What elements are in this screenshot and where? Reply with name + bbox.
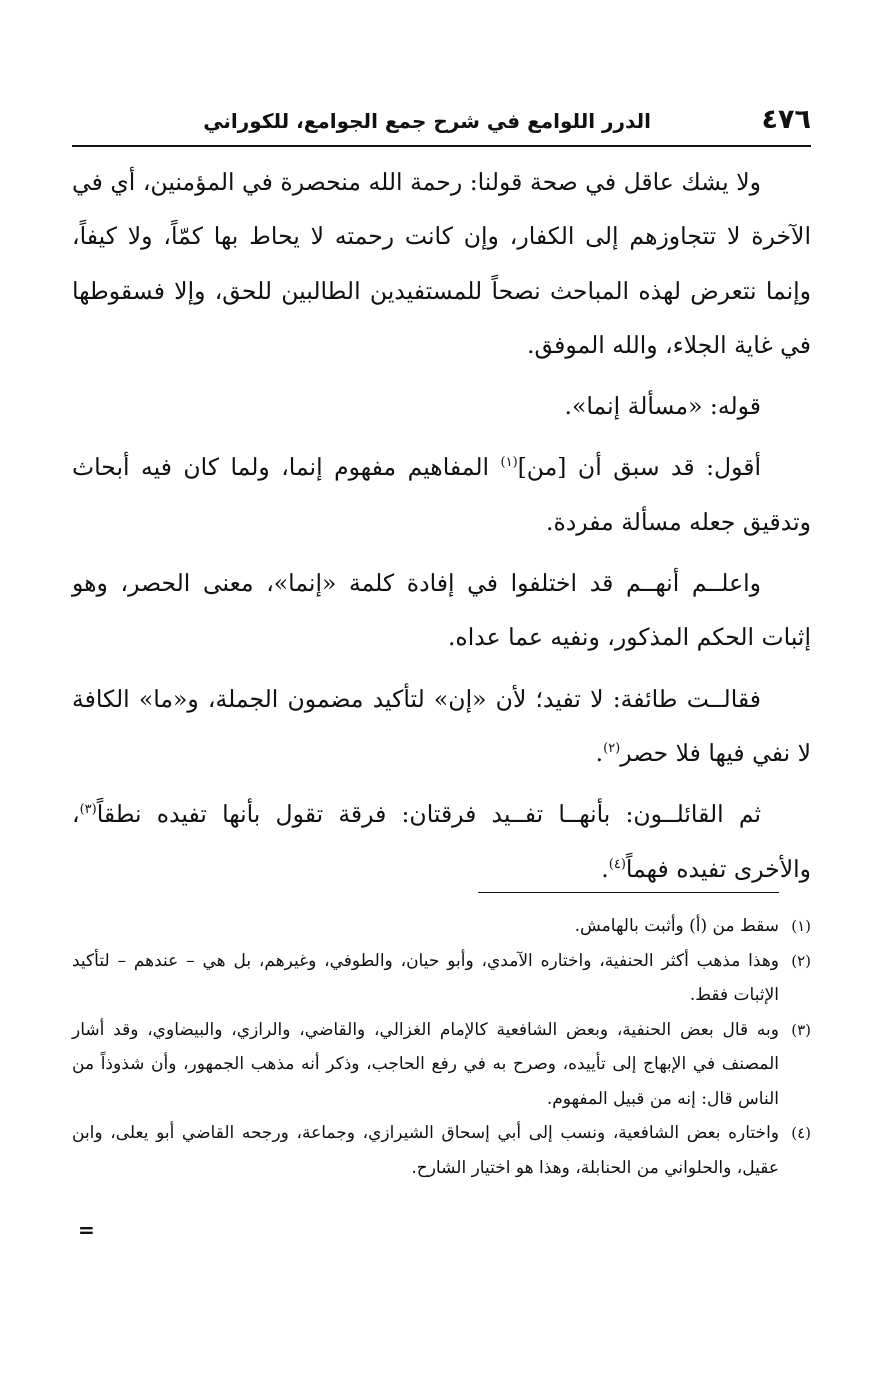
paragraph-3-text-a: أقول: قد سبق أن [من]: [517, 453, 761, 482]
footnote-ref-1[interactable]: (١): [500, 455, 518, 471]
paragraph-6-text-c: .: [601, 854, 609, 883]
footnote-ref-2[interactable]: (٢): [603, 741, 621, 757]
paragraph-6-text-a: ثم القائلــون: بأنهــا تفــيد فرقتان: فرقة تقول بأنها تفيده نطقاً: [96, 800, 761, 829]
running-title: الدرر اللوامع في شرح جمع الجوامع، للكوراني: [203, 109, 651, 133]
footnote-text-3: وبه قال بعض الحنفية، وبعض الشافعية كالإمام الغزالي، والقاضي، والرازي، والبيضاوي، وقد أشار المصنف في الإبهاج إلى تأييده، وصرح به في رفع الحاجب، وذكر أنه مذهب الجمهور، وأن شذوذاً من الناس قال: إنه من قبيل المفهوم.: [72, 1019, 779, 1109]
paragraph-5-text-b: .: [595, 738, 604, 767]
footnote-3: [72, 1013, 811, 1117]
paragraph-6: [72, 787, 811, 896]
footnote-text-2: وهذا مذهب أكثر الحنفية، واختاره الآمدي، وأبو حيان، والطوفي، وغيرهم، بل هي – عندهم – لتأكيد الإثبات فقط.: [72, 950, 779, 1005]
paragraph-1: ولا يشك عاقل في صحة قولنا: رحمة الله منحصرة في المؤمنين، أي في الآخرة لا تتجاوزهم إلى الكفار، وإن كانت رحمته لا يحاط بها كمّاً، ولا كيفاً، وإنما نتعرض لهذه المباحث نصحاً للمستفيدين الطالبين للحق، وإلا فسقوطها في غاية الجلاء، والله الموفق.: [72, 168, 811, 359]
paragraph-4: واعلــم أنهــم قد اختلفوا في إفادة كلمة «إنما»، معنى الحصر، وهو إثبات الحكم المذكور، ونفيه عما عداه.: [72, 569, 811, 652]
footnote-text-4: واختاره بعض الشافعية، ونسب إلى أبي إسحاق الشيرازي، وجماعة، ورجحه القاضي أبو يعلى، وابن عقيل، والحلواني من الحنابلة، وهذا هو اختيار الشارح.: [72, 1123, 779, 1178]
footnote-2: [72, 944, 811, 1013]
paragraph-3: [72, 440, 811, 549]
footnotes: [72, 909, 811, 1185]
page-header: [72, 100, 811, 144]
main-text: [72, 155, 811, 896]
page-number: ٤٧٦: [761, 104, 811, 135]
paragraph-6-text-b: ، والأخرى تفيده فهماً: [72, 800, 811, 883]
footnote-ref-3[interactable]: (٣): [79, 802, 97, 818]
header-rule: [72, 145, 811, 147]
footnote-marker-2: (٢): [791, 951, 811, 970]
footnote-marker-1: (١): [791, 917, 811, 935]
footnote-separator: [478, 892, 779, 893]
paragraph-3-text-b: المفاهيم مفهوم إنما، ولما كان فيه أبحاث وتدقيق جعله مسألة مفردة.: [72, 453, 811, 536]
footnote-1: [72, 909, 811, 944]
paragraph-5: [72, 672, 811, 781]
footnote-4: [72, 1116, 811, 1185]
footnote-text-1: سقط من (أ) وأثبت بالهامش.: [574, 916, 779, 936]
paragraph-2: قوله: «مسألة إنما».: [564, 392, 761, 421]
footnote-ref-4[interactable]: (٤): [608, 856, 626, 872]
paragraph-5-text-a: فقالــت طائفة: لا تفيد؛ لأن «إن» لتأكيد مضمون الجملة، و«ما» الكافة لا نفي فيها فلا حصر: [72, 684, 811, 767]
footnote-marker-3: (٣): [791, 1020, 811, 1039]
footnote-marker-4: (٤): [791, 1124, 811, 1142]
continuation-mark: =: [78, 1218, 95, 1242]
